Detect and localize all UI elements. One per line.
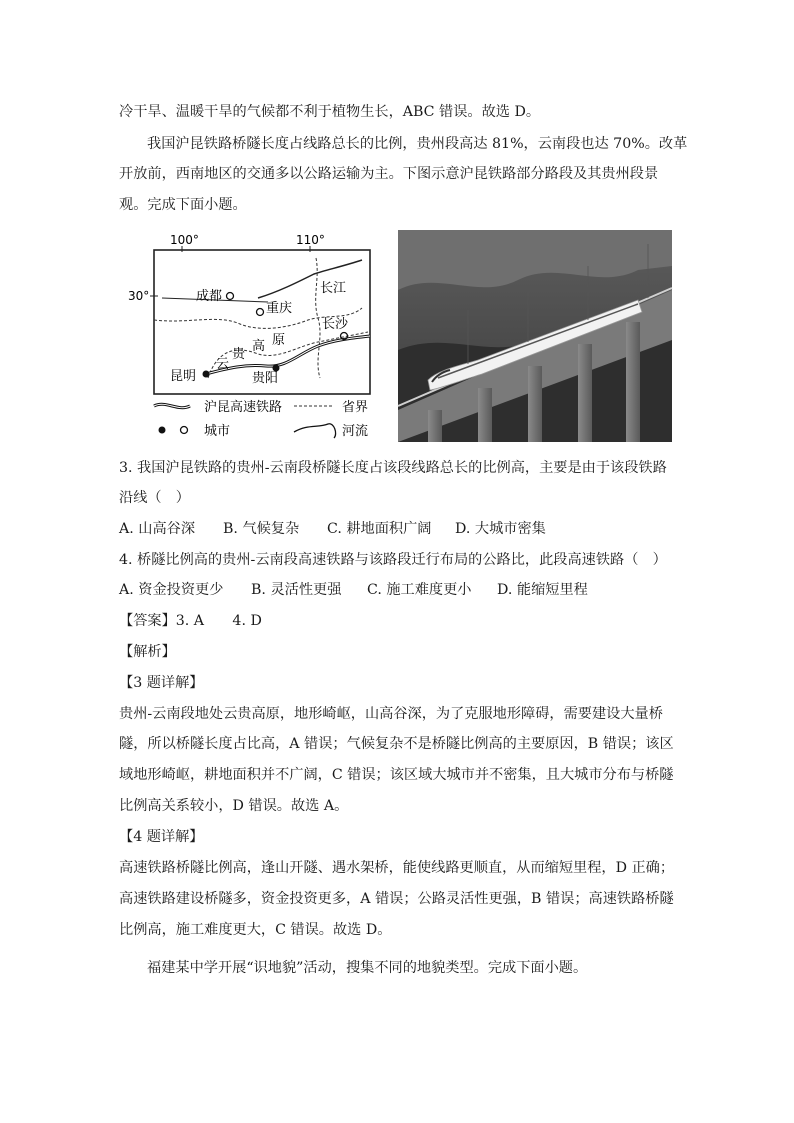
question-4-options — [119, 580, 588, 600]
option-d: D. 能缩短里程 — [497, 582, 588, 598]
city-marker — [203, 371, 210, 378]
legend-label: 河流 — [342, 424, 369, 439]
city-legend-symbol — [159, 427, 166, 434]
analysis-heading: 【解析】 — [119, 644, 176, 660]
river-legend-symbol — [294, 424, 336, 438]
option-a: A. 资金投资更少 — [119, 582, 224, 598]
city-label: 成都 — [196, 289, 223, 304]
plateau-char: 云 — [216, 357, 230, 372]
question-3-stem: 3. 我国沪昆铁路的贵州-云南段桥隧长度占该段线路总长的比例高，主要是由于该段铁路 — [119, 460, 667, 476]
lon-label: 110° — [296, 233, 325, 247]
option-b: B. 气候复杂 — [223, 521, 300, 537]
city-label: 重庆 — [266, 301, 293, 316]
intro-paragraph-line: 开放前，西南地区的交通多以公路运输为主。下图示意沪昆铁路部分路段及其贵州段景 — [119, 166, 659, 182]
question-4-detail-heading: 【4 题详解】 — [119, 829, 204, 845]
city-marker — [257, 309, 264, 316]
yangtze-river — [258, 260, 362, 298]
city-label: 昆明 — [170, 369, 197, 384]
explanation-line: 比例高，施工难度更大，C 错误。故选 D。 — [119, 922, 392, 938]
option-d: D. 大城市密集 — [455, 521, 546, 537]
figure — [128, 228, 672, 442]
question-3-detail-heading: 【3 题详解】 — [119, 675, 204, 691]
lat-label: 30° — [128, 289, 150, 303]
city-legend-symbol — [181, 427, 188, 434]
explanation-line: 贵州-云南段地处云贵高原，地形崎岖，山高谷深，为了克服地形障碍，需要建设大量桥 — [119, 706, 663, 722]
city-label: 贵阳 — [252, 371, 279, 386]
answer-line: 【答案】3. A 4. D — [119, 613, 262, 629]
explanation-line: 高速铁路桥隧比例高，逢山开隧、遇水架桥，能使线路更顺直，从而缩短里程，D 正确； — [119, 860, 675, 876]
option-b: B. 灵活性更强 — [251, 582, 342, 598]
city-label: 长沙 — [322, 317, 349, 332]
legend-label: 省界 — [342, 400, 369, 415]
question-4-stem: 4. 桥隧比例高的贵州-云南段高速铁路与该路段迁行布局的公路比，此段高速铁路（ ） — [119, 552, 667, 568]
plateau-char: 贵 — [232, 347, 246, 362]
text-line: 冷干旱、温暖干旱的气候都不利于植物生长，ABC 错误。故选 D。 — [119, 104, 541, 120]
explanation-line: 域地形崎岖，耕地面积并不广阔，C 错误；该区域大城市并不密集，且大城市分布与桥隧 — [119, 767, 674, 783]
option-a: A. 山高谷深 — [119, 521, 196, 537]
plateau-char: 原 — [272, 333, 286, 348]
intro-paragraph-line: 观。完成下面小题。 — [119, 197, 247, 213]
next-section-intro: 福建某中学开展“识地貌”活动，搜集不同的地貌类型。完成下面小题。 — [147, 960, 588, 976]
option-c: C. 施工难度更小 — [367, 582, 472, 598]
river-label: 长江 — [320, 281, 347, 296]
option-c: C. 耕地面积广阔 — [327, 521, 432, 537]
intro-paragraph-line: 我国沪昆铁路桥隧长度占线路总长的比例，贵州段高达 81%，云南段也达 70%。改革 — [147, 136, 688, 152]
question-3-stem: 沿线（ ） — [119, 490, 190, 506]
lon-label: 100° — [170, 233, 199, 247]
legend-label: 城市 — [204, 424, 231, 439]
city-marker — [227, 293, 234, 300]
railway-map — [128, 228, 396, 442]
legend-label: 沪昆高速铁路 — [204, 400, 283, 415]
explanation-line: 比例高关系较小，D 错误。故选 A。 — [119, 798, 349, 814]
high-speed-train-photo — [398, 230, 672, 442]
explanation-line: 隧，所以桥隧长度占比高，A 错误；气候复杂不是桥隧比例高的主要原因，B 错误；该区 — [119, 736, 674, 752]
explanation-line: 高速铁路建设桥隧多，资金投资更多，A 错误；公路灵活性更强，B 错误；高速铁路桥隧 — [119, 891, 674, 907]
plateau-char: 高 — [252, 339, 266, 354]
question-3-options — [119, 519, 546, 539]
